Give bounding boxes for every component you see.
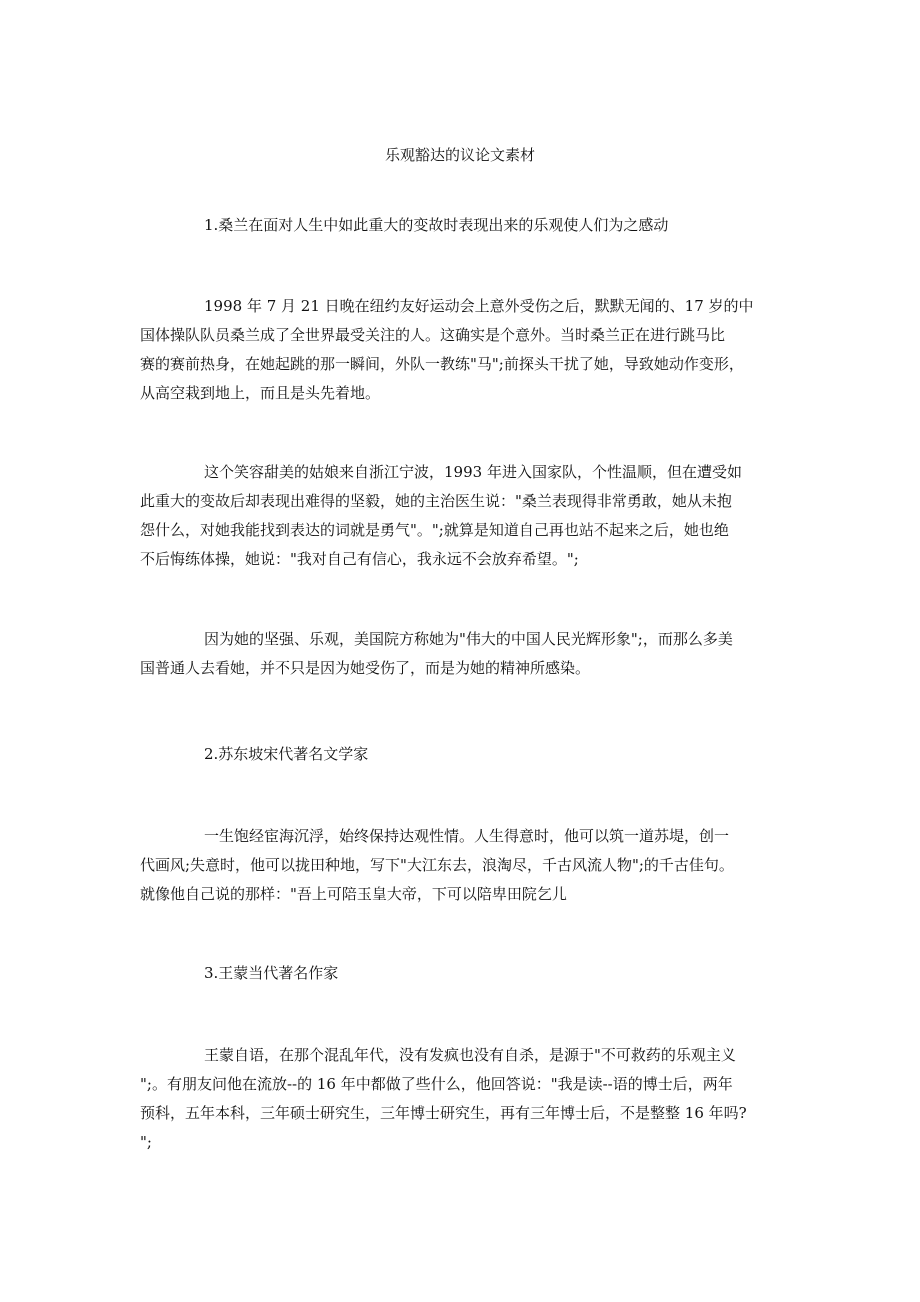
paragraph-line: 这个笑容甜美的姑娘来自浙江宁波，1993 年进入国家队，个性温顺，但在遭受如 (204, 463, 742, 481)
paragraph-line: 此重大的变故后却表现出难得的坚毅，她的主治医生说："桑兰表现得非常勇敢，她从未抱 (140, 492, 732, 510)
paragraph-line: ";。有朋友问他在流放--的 16 年中都做了些什么，他回答说："我是读--语的博士后，两年 (140, 1075, 733, 1093)
paragraph-2-1 (140, 822, 800, 909)
section-heading-1: 1.桑兰在面对人生中如此重大的变故时表现出来的乐观使人们为之感动 (204, 216, 669, 234)
paragraph-line: 王蒙自语，在那个混乱年代，没有发疯也没有自杀，是源于"不可救药的乐观主义 (204, 1046, 736, 1064)
paragraph-line: 因为她的坚强、乐观，美国院方称她为"伟大的中国人民光辉形象";，而那么多美 (204, 630, 733, 648)
paragraph-1-1 (140, 292, 800, 408)
paragraph-line: 1998 年 7 月 21 日晚在纽约友好运动会上意外受伤之后，默默无闻的、17 岁的中 (204, 297, 754, 315)
paragraph-line: 代画风;失意时，他可以拢田种地，写下"大江东去，浪淘尽，千古风流人物";的千古佳句。 (140, 856, 734, 874)
paragraph-line: "; (140, 1133, 152, 1151)
section-heading-3: 3.王蒙当代著名作家 (204, 964, 339, 982)
paragraph-line: 赛的赛前热身，在她起跳的那一瞬间，外队一教练"马";前探头干扰了她，导致她动作变形， (140, 355, 744, 373)
paragraph-3-1 (140, 1041, 800, 1157)
paragraph-line: 从高空栽到地上，而且是头先着地。 (140, 384, 381, 402)
paragraph-1-2 (140, 458, 800, 574)
paragraph-line: 国体操队队员桑兰成了全世界最受关注的人。这确实是个意外。当时桑兰正在进行跳马比 (140, 326, 726, 344)
section-heading-2: 2.苏东坡宋代著名文学家 (204, 745, 369, 763)
document-title: 乐观豁达的议论文素材 (384, 146, 535, 164)
paragraph-line: 怨什么，对她我能找到表达的词就是勇气"。";就算是知道自己再也站不起来之后，她也绝 (140, 521, 729, 539)
paragraph-line: 国普通人去看她，并不只是因为她受伤了，而是为她的精神所感染。 (140, 659, 591, 677)
paragraph-line: 一生饱经宦海沉浮，始终保持达观性情。人生得意时，他可以筑一道苏堤，创一 (204, 827, 730, 845)
paragraph-line: 不后悔练体操，她说："我对自己有信心，我永远不会放弃希望。"; (140, 550, 579, 568)
paragraph-line: 就像他自己说的那样："吾上可陪玉皇大帝，下可以陪卑田院乞儿 (140, 885, 567, 903)
paragraph-1-3 (140, 625, 800, 683)
paragraph-line: 预科，五年本科，三年硕士研究生，三年博士研究生，再有三年博士后，不是整整 16 年吗? (140, 1104, 747, 1122)
